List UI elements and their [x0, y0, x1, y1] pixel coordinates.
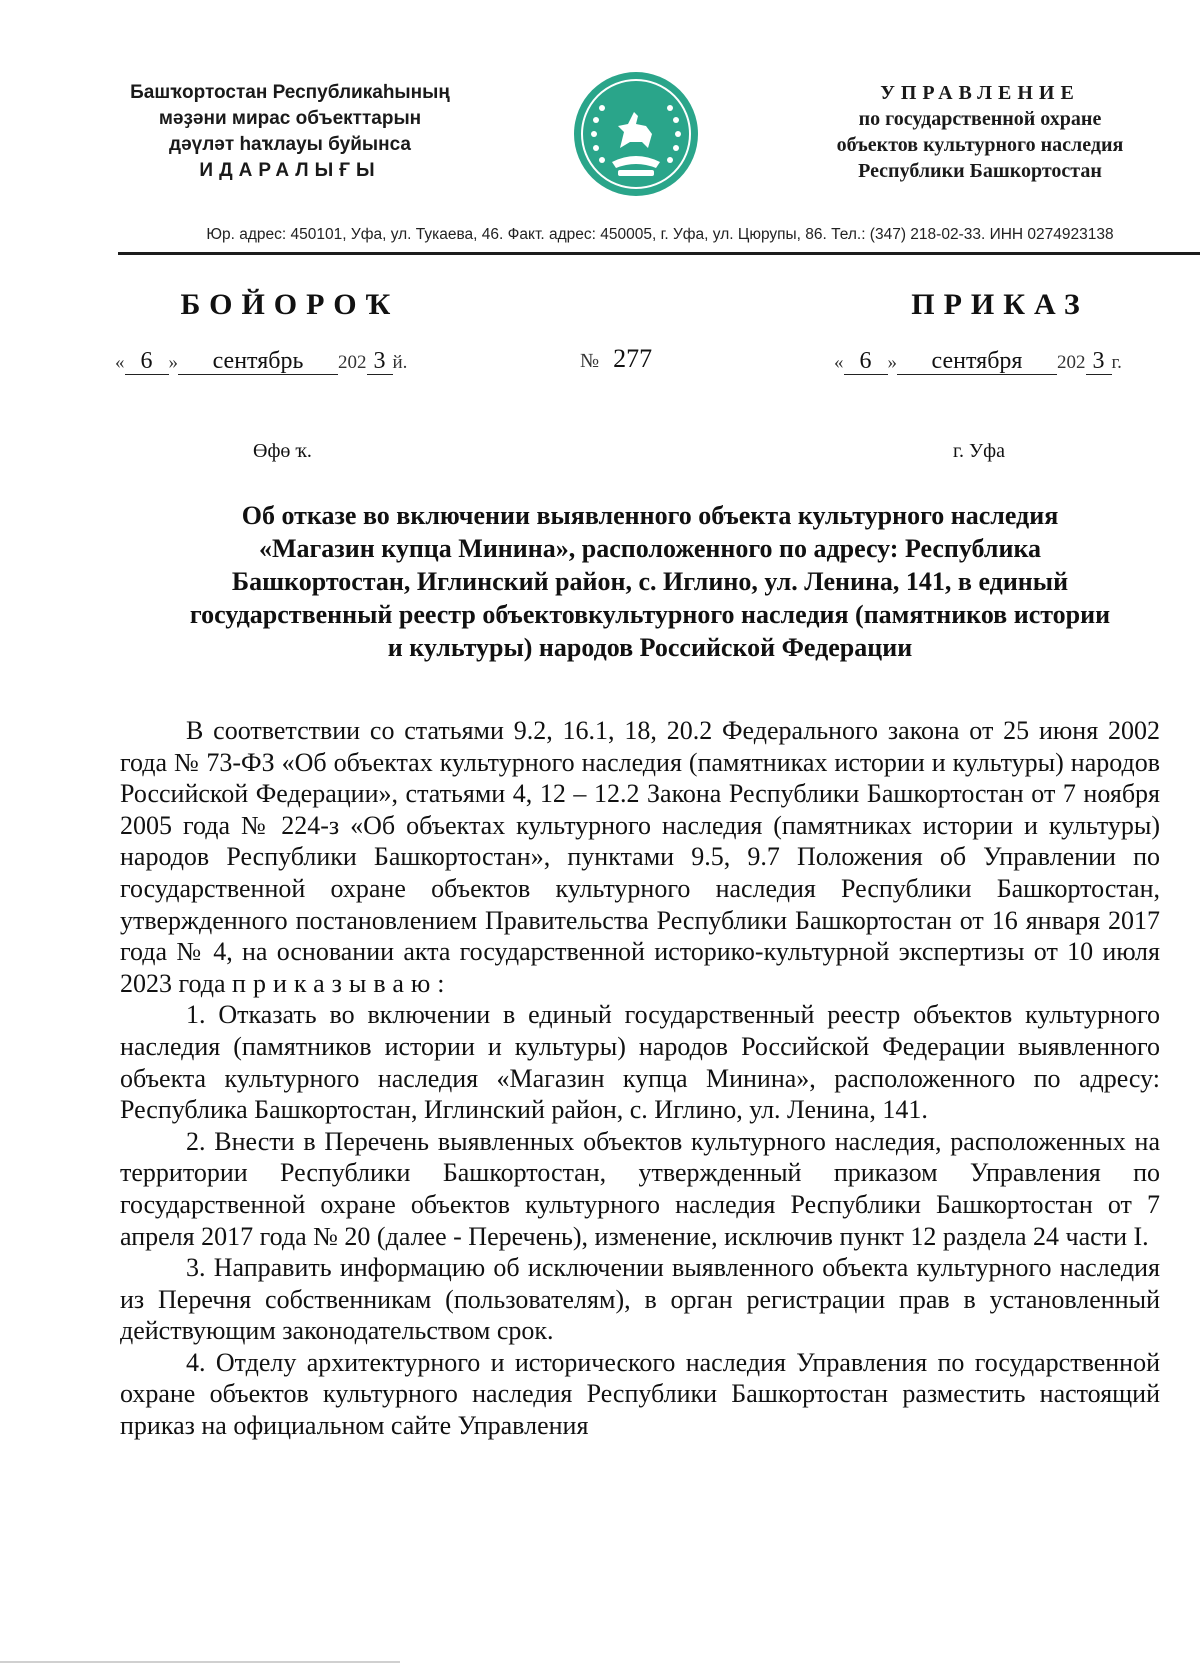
header-left-block	[100, 80, 480, 184]
coat-of-arms-icon	[572, 70, 700, 198]
title-line: государственный реестр объектовкультурного наследия (памятников истории	[189, 600, 1111, 629]
header-address: Юр. адрес: 450101, Уфа, ул. Тукаева, 46. Факт. адрес: 450005, г. Уфа, ул. Цюрупы, 86. Тел.: (347) 218-02-33. ИНН 0274923138	[206, 226, 1114, 243]
date-quote-close: »	[887, 352, 897, 373]
title-line: Об отказе во включении выявленного объекта культурного наследия	[241, 501, 1059, 530]
header-right-line: Республики Башкортостан	[858, 160, 1102, 182]
header-right-line: объектов культурного наследия	[836, 134, 1124, 156]
document-body	[120, 715, 1160, 1442]
body-item: 1. Отказать во включении в единый государственный реестр объектов культурного наследия (памятников истории и культуры) народов Российской Федерации выявленного объекта культурного наследия «Магазин купца Минина», расположенного по адресу: Республика Башкортостан, Иглинский район, с. Иглино, ул. Ленина, 141.	[120, 1000, 1160, 1125]
body-item: 2. Внести в Перечень выявленных объектов культурного наследия, расположенных на территории Республики Башкортостан, утвержденный приказом Управления по государственной охране объектов культурного наследия Республики Башкортостан от 7 апреля 2017 года № 20 (далее - Перечень), изменение, исключив пункт 12 раздела 24 части I.	[120, 1126, 1160, 1251]
body-intro	[120, 715, 1160, 999]
header-left-line: Башҡортостан Республикаһының	[130, 82, 450, 103]
body-item: 3. Направить информацию об исключении выявленного объекта культурного наследия из Перечня собственникам (пользователям), в орган регистрации прав в установленный действующим законодательством срок.	[120, 1253, 1160, 1346]
header-right-block	[790, 80, 1170, 184]
date-month: сентября	[897, 348, 1057, 375]
header-right-agency: УПРАВЛЕНИЕ	[880, 82, 1080, 104]
date-suffix: г.	[1111, 352, 1122, 373]
header-divider	[118, 252, 1200, 255]
body-item: 4. Отделу архитектурного и исторического наследия Управления по государственной охране объектов культурного наследия Республики Башкортостан разместить настоящий приказ на официальном сайте Управления	[120, 1347, 1160, 1441]
date-quote-close: »	[168, 352, 178, 373]
place-bashkir: Өфө ҡ.	[253, 440, 312, 462]
number-sign: №	[580, 350, 600, 372]
place-russian: г. Уфа	[953, 440, 1005, 462]
header-left-line: дәүләт һаҡлауы буйынса	[169, 134, 411, 155]
date-year-digit: 3	[1086, 348, 1112, 375]
date-year-prefix: 202	[338, 352, 367, 373]
date-month: сентябрь	[178, 348, 338, 375]
date-quote-open: «	[115, 352, 125, 373]
date-day: 6	[844, 348, 888, 375]
header-left-agency: ИДАРАЛЫҒЫ	[199, 160, 381, 181]
date-left	[115, 348, 407, 375]
date-quote-open: «	[834, 352, 844, 373]
date-right	[834, 348, 1122, 375]
intro-text: В соответствии со статьями 9.2, 16.1, 18, 20.2 Федерального закона от 25 июня 2002 года № 73-ФЗ «Об объектах культурного наследия (памятниках истории и культуры) народов Российской Федерации», статьями 4, 12 – 12.2 Закона Республики Башкортостан от 7 ноября 2005 года № 224-з «Об объектах культурного наследия (памятниках истории и культуры) народов Республики Башкортостан», пунктами 9.5, 9.7 Положения об Управлении по государственной охране объектов культурного наследия Республики Башкортостан, утвержденного постановлением Правительства Республики Башкортостан от 16 января 2017 года № 4, на основании акта государственной историко-культурной экспертизы от 10 июля 2023 года	[120, 716, 1160, 998]
order-word-bashkir: БОЙОРОҠ	[180, 288, 400, 321]
document-title	[150, 499, 1150, 664]
date-year-prefix: 202	[1057, 352, 1086, 373]
header-right-line: по государственной охране	[858, 108, 1102, 130]
header-left-line: мәҙәни мирас объекттарын	[158, 108, 422, 129]
intro-command: приказываю:	[232, 968, 452, 998]
title-line: и культуры) народов Российской Федерации	[387, 633, 913, 662]
title-line: «Магазин купца Минина», расположенного по адресу: Республика	[258, 534, 1042, 563]
page-bottom-artifact	[0, 1661, 400, 1663]
date-year-digit: 3	[367, 348, 393, 375]
date-suffix: й.	[392, 352, 408, 373]
order-word-russian: ПРИКАЗ	[911, 288, 1089, 321]
order-number	[580, 344, 652, 374]
number-value: 277	[613, 344, 653, 373]
title-line: Башкортостан, Иглинский район, с. Иглино, ул. Ленина, 141, в единый	[231, 567, 1069, 596]
date-day: 6	[125, 348, 169, 375]
